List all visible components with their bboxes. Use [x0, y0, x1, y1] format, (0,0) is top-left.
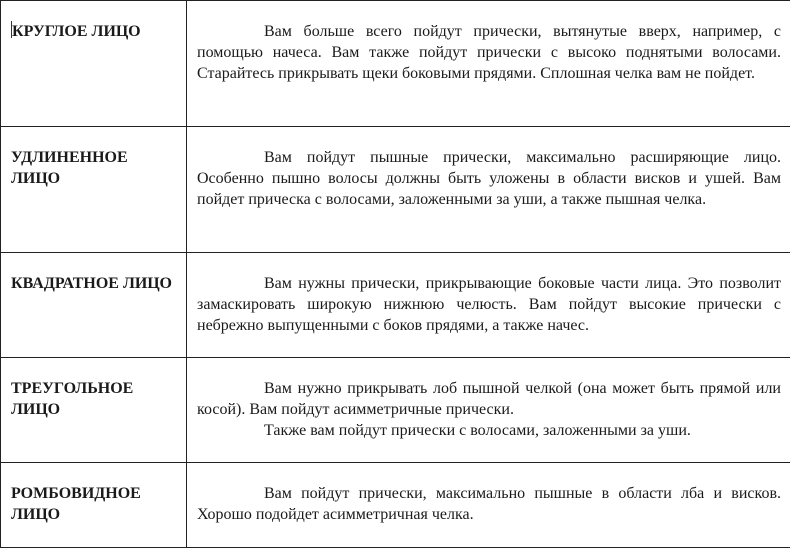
face-type-cell[interactable] [1, 358, 187, 463]
table-row [1, 253, 790, 358]
description-cell[interactable] [187, 358, 790, 463]
description-paragraph: Вам пойдут пышные прически, максимально расширяющие лицо. Особенно пышно волосы должны быть уложены в области висков и ушей. Вам пойдет прическа с волосами, заложенными за уши, а также пышная челка. [197, 147, 781, 210]
table-row [1, 1, 790, 127]
face-type-label: КРУГЛОЕ ЛИЦО [12, 23, 141, 40]
face-type-label: КВАДРАТНОЕ ЛИЦО [11, 275, 172, 292]
description-paragraph: Вам пойдут прически, максимально пышные в области лба и висков. Хорошо подойдет асимметричная челка. [197, 483, 781, 525]
face-type-label: ТРЕУГОЛЬНОЕ ЛИЦО [11, 380, 133, 418]
face-type-cell[interactable] [1, 127, 187, 253]
face-type-label: РОМБОВИДНОЕ ЛИЦО [11, 485, 141, 523]
description-paragraph: Вам нужно прикрывать лоб пышной челкой (она может быть прямой или косой). Вам пойдут асимметричные прически. [197, 378, 781, 420]
description-paragraph: Вам нужны прически, прикрывающие боковые части лица. Это позволит замаскировать широкую нижнюю челюсть. Вам пойдут высокие прически с небрежно выпущенными с боков прядями, а также начес. [197, 273, 781, 336]
face-type-cell[interactable] [1, 1, 187, 127]
table-row [1, 358, 790, 463]
face-type-cell[interactable] [1, 253, 187, 358]
face-type-cell[interactable] [1, 463, 187, 548]
description-paragraph: Также вам пойдут прически с волосами, заложенными за уши. [197, 420, 781, 441]
face-type-label: УДЛИНЕННОЕ ЛИЦО [11, 149, 128, 187]
table-row [1, 127, 790, 253]
description-paragraph: Вам больше всего пойдут прически, вытянутые вверх, например, с помощью начеса. Вам также пойдут прически с высоко поднятыми волосами. Старайтесь прикрывать щеки боковыми прядями. Сплошная челка вам не пойдет. [197, 21, 781, 84]
table-row [1, 463, 790, 548]
description-cell[interactable] [187, 463, 790, 548]
description-cell[interactable] [187, 1, 790, 127]
description-cell[interactable] [187, 253, 790, 358]
description-cell[interactable] [187, 127, 790, 253]
